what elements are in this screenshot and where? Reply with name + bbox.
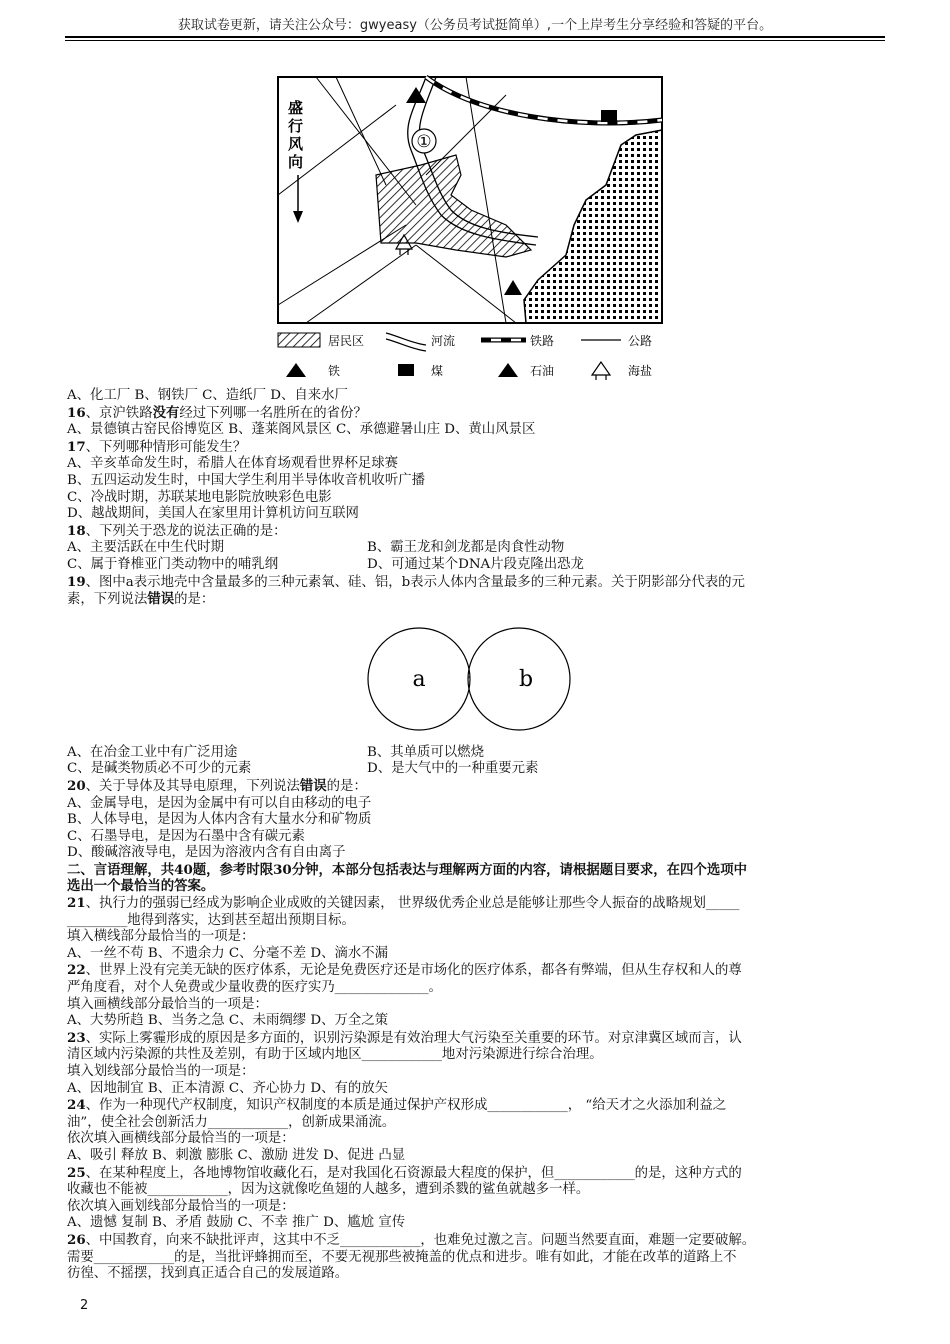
q22-stem-1: 22、世界上没有完美无缺的医疗体系，无论是免费医疗还是市场化的医疗体系，都各有弊端，但从生存权和人的尊	[67, 962, 742, 979]
legend-residential: 居民区	[328, 334, 365, 348]
legend-road: 公路	[628, 334, 653, 348]
q17-stem: 17、下列哪种情形可能发生？	[67, 438, 247, 455]
legend-salt: 海盐	[628, 364, 653, 378]
section2-heading-1: 二、言语理解，共40题，参考时限30分钟，本部分包括表达与理解两方面的内容，请根据题目要求，在四个选项中	[67, 861, 748, 878]
q25-stem-2: 收藏也不能被____________，因为这就像吃鱼翅的人越多，遭到杀戮的鲨鱼就越多一样。	[67, 1182, 590, 1198]
q25-stem-1: 25、在某种程度上，各地博物馆收藏化石，是对我国化石资源最大程度的保护，但____________的是，这种方式的	[67, 1164, 742, 1181]
q17-option-a: A、辛亥革命发生时，希腊人在体育场观看世界杯足球赛	[67, 456, 399, 472]
q18-stem: 18、下列关于恐龙的说法正确的是：	[67, 522, 287, 539]
q20-option-b: B、人体导电，是因为人体内含有大量水分和矿物质	[67, 812, 372, 828]
q22-stem-2: 严角度看，对个人免费或少量收费的医疗实乃______________。	[67, 980, 442, 996]
q20-option-a: A、金属导电，是因为金属中有可以自由移动的电子	[67, 795, 372, 811]
q20-option-d: D、酸碱溶液导电，是因为溶液内含有自由离子	[67, 845, 346, 861]
legend-coal-swatch	[398, 364, 414, 376]
q18-options-cd: C、属于脊椎亚门类动物中的哺乳纲 D、可通过某个DNA片段克隆出恐龙	[67, 556, 584, 572]
legend-iron: 铁	[328, 364, 341, 378]
q21-stem-2: _________地得到落实，达到甚至超出预期目标。	[67, 912, 355, 928]
svg-text:行: 行	[288, 117, 304, 135]
q23-prompt: 填入划线部分最恰当的一项是：	[67, 1064, 255, 1079]
page-number: 2	[80, 1298, 89, 1313]
q19-options-cd: C、是碱类物质必不可少的元素 D、是大气中的一种重要元素	[67, 761, 539, 777]
section2-heading-2: 选出一个最恰当的答案。	[67, 878, 215, 895]
q23-stem-1: 23、实际上雾霾形成的原因是多方面的，识别污染源是有效治理大气污染至关重要的环节。对京津冀区域而言，认	[67, 1029, 742, 1046]
q20-stem: 20、关于导体及其导电原理，下列说法错误的是：	[67, 777, 367, 794]
venn-label-a: a	[412, 667, 426, 692]
legend-iron-swatch	[286, 363, 306, 377]
q24-options: A、吸引 释放 B、刺激 膨胀 C、激励 进发 D、促进 凸显	[67, 1147, 406, 1163]
q24-stem-2: 油”，使全社会创新活力____________，创新成果涌流。	[67, 1114, 396, 1130]
q17-option-d: D、越战期间，美国人在家里用计算机访问互联网	[67, 506, 359, 522]
header-rule-thin	[65, 40, 885, 41]
q22-prompt: 填入画横线部分最恰当的一项是：	[67, 996, 268, 1012]
q22-options: A、大势所趋 B、当务之急 C、未雨绸缪 D、万全之策	[67, 1013, 389, 1029]
circle-label: ①	[416, 132, 432, 152]
q17-option-b: B、五四运动发生时，中国大学生利用半导体收音机收听广播	[67, 472, 425, 488]
coal-marker	[601, 110, 617, 122]
venn-spacer	[67, 609, 887, 745]
legend-railway: 铁路	[530, 334, 555, 348]
q20-option-c: C、石墨导电，是因为石墨中含有碳元素	[67, 828, 305, 844]
q21-prompt: 填入横线部分最恰当的一项是：	[67, 929, 255, 945]
q23-stem-2: 清区域内污染源的共性及差别，有助于区域内地区____________地对污染源进行综合治理。	[67, 1047, 603, 1063]
legend-residential-swatch	[278, 333, 320, 347]
q19-options-ab: A、在冶金工业中有广泛用途 B、其单质可以燃烧	[67, 744, 484, 760]
q25-options: A、遗憾 复制 B、矛盾 鼓励 C、不幸 推广 D、尴尬 宣传	[67, 1215, 406, 1231]
venn-label-b: b	[518, 667, 534, 692]
question-body	[67, 388, 887, 1283]
legend-oil: 石油	[530, 364, 555, 378]
q19-stem-2: 素，下列说法错误的是：	[67, 591, 215, 608]
legend-river: 河流	[431, 334, 456, 348]
q24-prompt: 依次填入画横线部分最恰当的一项是：	[67, 1131, 295, 1147]
map-figure	[276, 75, 666, 385]
q25-prompt: 依次填入画划线部分最恰当的一项是：	[67, 1198, 295, 1214]
legend-oil-swatch	[498, 363, 518, 377]
q23-options: A、因地制宜 B、正本清源 C、齐心协力 D、有的放矢	[67, 1080, 389, 1096]
wind-label	[288, 99, 304, 171]
q16-options: A、景德镇古窑民俗博览区 B、蓬莱阁风景区 C、承德避暑山庄 D、黄山风景区	[67, 422, 536, 438]
q26-stem-3: 彷徨、不摇摆，找到真正适合自己的发展道路。	[67, 1266, 349, 1282]
legend-coal: 煤	[431, 364, 444, 378]
q18-options-ab: A、主要活跃在中生代时期 B、霸王龙和剑龙都是肉食性动物	[67, 540, 565, 556]
legend-river-swatch	[386, 333, 426, 351]
header-rule-thick	[65, 36, 885, 38]
q21-options: A、一丝不苟 B、不遗余力 C、分毫不差 D、滴水不漏	[67, 945, 389, 961]
q24-stem-1: 24、作为一种现代产权制度，知识产权制度的本质是通过保护产权形成____________， “给天才之火添加利益之	[67, 1097, 727, 1114]
q26-stem-1: 26、中国教育，向来不缺批评声，这其中不乏____________，也难免过激之言。问题当然要直面，难题一定要破解。	[67, 1231, 756, 1248]
svg-text:风: 风	[288, 135, 304, 153]
svg-text:盛: 盛	[288, 99, 304, 117]
page-header: 获取试卷更新，请关注公众号：gwyeasy（公务员考试挺简单）,一个上岸考生分享经验和答疑的平台。	[177, 18, 773, 33]
q26-stem-2: 需要____________的是，当批评蜂拥而至，不要无视那些被掩盖的优点和进步。唯有如此，才能在改革的道路上不	[67, 1249, 737, 1265]
q15-options: A、化工厂 B、钢铁厂 C、造纸厂 D、自来水厂	[67, 388, 348, 403]
q21-stem-1: 21、执行力的强弱已经成为影响企业成败的关键因素， 世界级优秀企业总是能够让那些令人振奋的战略规划_____	[67, 895, 740, 912]
q19-stem-1: 19、图中a表示地壳中含量最多的三种元素氧、硅、铝，b表示人体内含量最多的三种元素。关于阴影部分代表的元	[67, 573, 745, 590]
legend-salt-swatch	[592, 362, 610, 380]
q17-option-c: C、冷战时期，苏联某地电影院放映彩色电影	[67, 489, 332, 505]
svg-text:向: 向	[288, 153, 304, 171]
q16-stem: 16、京沪铁路没有经过下列哪一名胜所在的省份？	[67, 404, 367, 421]
